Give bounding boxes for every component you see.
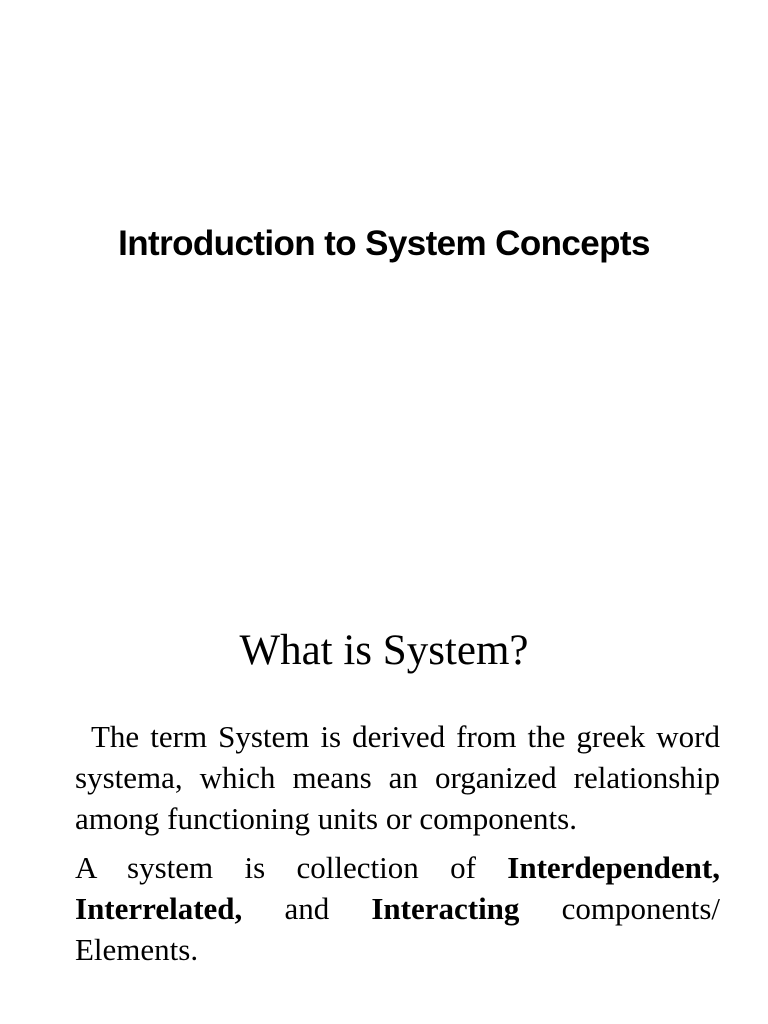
section-heading: What is System?: [239, 627, 529, 674]
collection-paragraph: [75, 847, 720, 970]
collection-outro: components/ Elements.: [75, 891, 720, 967]
term-interacting: Interacting: [371, 891, 520, 926]
collection-middle: and: [242, 891, 372, 926]
slide-title: Introduction to System Concepts: [118, 224, 650, 263]
collection-intro: A system is collection of: [75, 850, 508, 885]
definition-text: The term System is derived from the greek word systema, which means an organized relationship among functioning units or components.: [75, 719, 720, 836]
slide-body: [75, 716, 720, 970]
term-interrelated: Interrelated,: [75, 891, 243, 926]
definition-paragraph: [75, 716, 720, 839]
term-interdependent: Interdependent,: [507, 850, 720, 885]
